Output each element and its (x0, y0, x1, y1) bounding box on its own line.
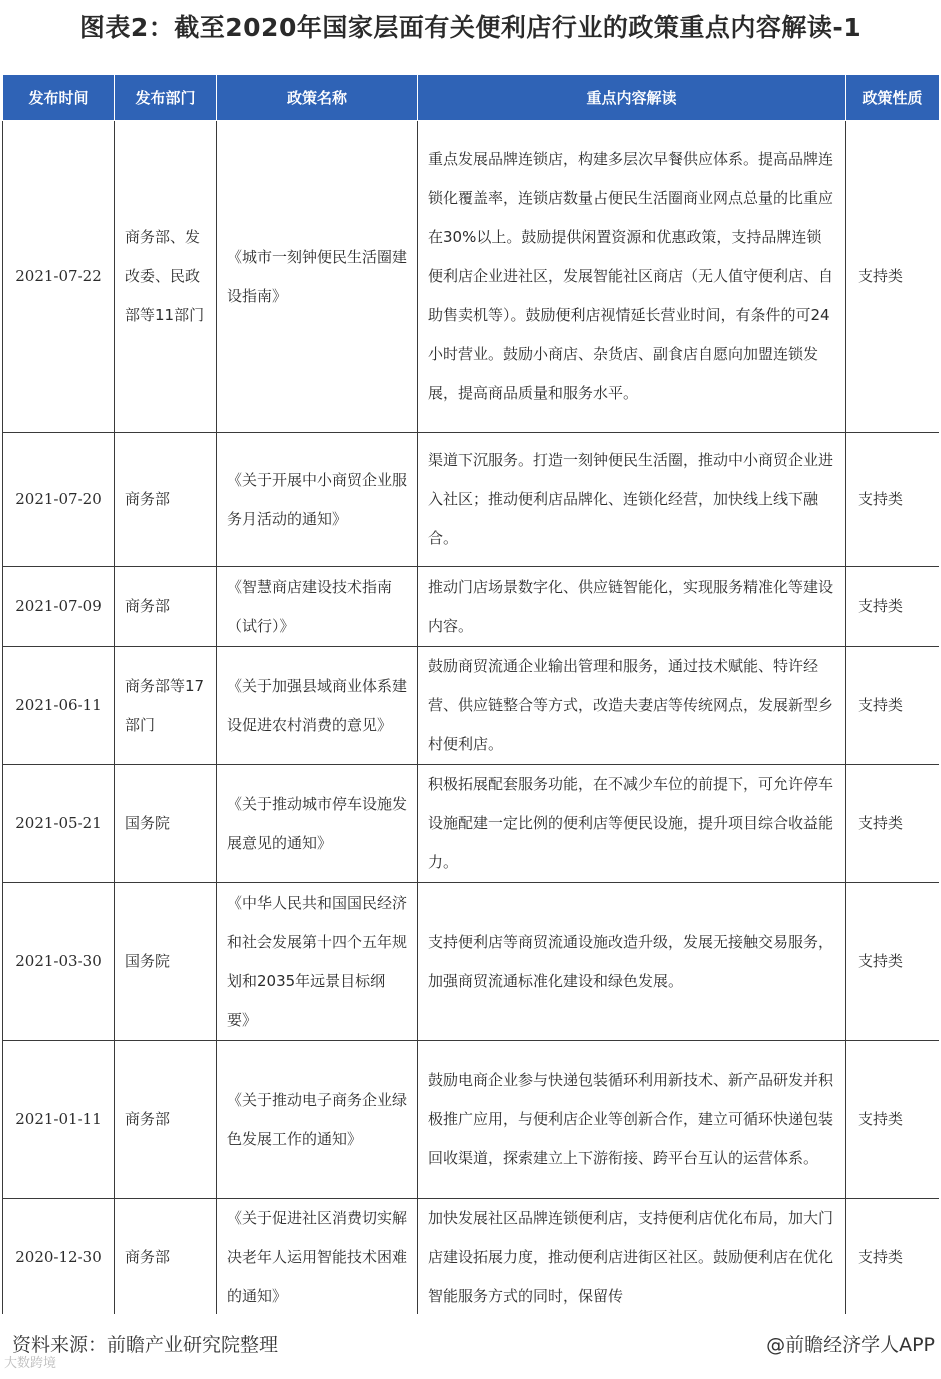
header-name: 政策名称 (217, 75, 418, 121)
row-policy-name: 《关于加强县域商业体系建设促进农村消费的意见》 (217, 647, 418, 765)
row-date: 2021-07-20 (3, 433, 115, 567)
source-note: 资料来源：前瞻产业研究院整理 (12, 1334, 279, 1356)
table-row (3, 121, 940, 433)
row-date: 2020-12-30 (3, 1199, 115, 1315)
table-row (3, 1041, 940, 1199)
row-policy-name: 《中华人民共和国国民经济和社会发展第十四个五年规划和2035年远景目标纲要》 (217, 883, 418, 1041)
row-policy-name: 《关于促进社区消费切实解决老年人运用智能技术困难的通知》 (217, 1199, 418, 1315)
row-content: 积极拓展配套服务功能，在不减少车位的前提下，可允许停车设施配建一定比例的便利店等便民设施，提升项目综合收益能力。 (418, 765, 846, 883)
policy-table-container[interactable] (2, 74, 939, 1314)
row-content: 渠道下沉服务。打造一刻钟便民生活圈，推动中小商贸企业进入社区；推动便利店品牌化、连锁化经营，加快线上线下融合。 (418, 433, 846, 567)
row-kind: 支持类 (846, 883, 940, 1041)
header-content: 重点内容解读 (418, 75, 846, 121)
row-kind: 支持类 (846, 765, 940, 883)
row-dept: 商务部 (115, 567, 217, 647)
row-content: 加快发展社区品牌连锁便利店，支持便利店优化布局，加大门店建设拓展力度，推动便利店进街区社区。鼓励便利店在优化智能服务方式的同时，保留传 (418, 1199, 846, 1315)
row-dept: 商务部等17部门 (115, 647, 217, 765)
table-row (3, 765, 940, 883)
row-policy-name: 《智慧商店建设技术指南（试行）》 (217, 567, 418, 647)
page-title: 图表2：截至2020年国家层面有关便利店行业的政策重点内容解读-1 (79, 13, 862, 42)
table-row (3, 567, 940, 647)
row-content: 推动门店场景数字化、供应链智能化，实现服务精准化等建设内容。 (418, 567, 846, 647)
row-date: 2021-07-09 (3, 567, 115, 647)
header-kind: 政策性质 (846, 75, 940, 121)
row-content: 重点发展品牌连锁店，构建多层次早餐供应体系。提高品牌连锁化覆盖率，连锁店数量占便民生活圈商业网点总量的比重应在30%以上。鼓励提供闲置资源和优惠政策，支持品牌连锁便利店企业进社区，发展智能社区商店（无人值守便利店、自助售卖机等）。鼓励便利店视情延长营业时间，有条件的可24小时营业。鼓励小商店、杂货店、副食店自愿向加盟连锁发展，提高商品质量和服务水平。 (418, 121, 846, 433)
row-dept: 商务部 (115, 433, 217, 567)
row-dept: 商务部、发改委、民政部等11部门 (115, 121, 217, 433)
row-date: 2021-05-21 (3, 765, 115, 883)
table-row (3, 433, 940, 567)
row-kind: 支持类 (846, 647, 940, 765)
table-row (3, 647, 940, 765)
row-kind: 支持类 (846, 1199, 940, 1315)
row-policy-name: 《关于开展中小商贸企业服务月活动的通知》 (217, 433, 418, 567)
row-date: 2021-06-11 (3, 647, 115, 765)
watermark-text: 大数跨境 (4, 1356, 57, 1371)
row-kind: 支持类 (846, 1041, 940, 1199)
row-dept: 国务院 (115, 883, 217, 1041)
row-policy-name: 《关于推动电子商务企业绿色发展工作的通知》 (217, 1041, 418, 1199)
row-dept: 商务部 (115, 1199, 217, 1315)
table-row (3, 1199, 940, 1315)
row-kind: 支持类 (846, 567, 940, 647)
row-dept: 商务部 (115, 1041, 217, 1199)
header-dept: 发布部门 (115, 75, 217, 121)
table-row (3, 883, 940, 1041)
row-dept: 国务院 (115, 765, 217, 883)
row-content: 鼓励电商企业参与快递包装循环利用新技术、新产品研发并积极推广应用，与便利店企业等创新合作，建立可循环快递包装回收渠道，探索建立上下游衔接、跨平台互认的运营体系。 (418, 1041, 846, 1199)
brand-credit: @前瞻经济学人APP (766, 1334, 935, 1356)
row-date: 2021-01-11 (3, 1041, 115, 1199)
row-date: 2021-07-22 (3, 121, 115, 433)
row-content: 鼓励商贸流通企业输出管理和服务，通过技术赋能、特许经营、供应链整合等方式，改造夫妻店等传统网点，发展新型乡村便利店。 (418, 647, 846, 765)
row-policy-name: 《城市一刻钟便民生活圈建设指南》 (217, 121, 418, 433)
row-policy-name: 《关于推动城市停车设施发展意见的通知》 (217, 765, 418, 883)
policy-table (2, 74, 939, 1314)
row-date: 2021-03-30 (3, 883, 115, 1041)
row-kind: 支持类 (846, 121, 940, 433)
table-header-row (3, 75, 940, 121)
row-kind: 支持类 (846, 433, 940, 567)
row-content: 支持便利店等商贸流通设施改造升级，发展无接触交易服务，加强商贸流通标准化建设和绿色发展。 (418, 883, 846, 1041)
header-date: 发布时间 (3, 75, 115, 121)
